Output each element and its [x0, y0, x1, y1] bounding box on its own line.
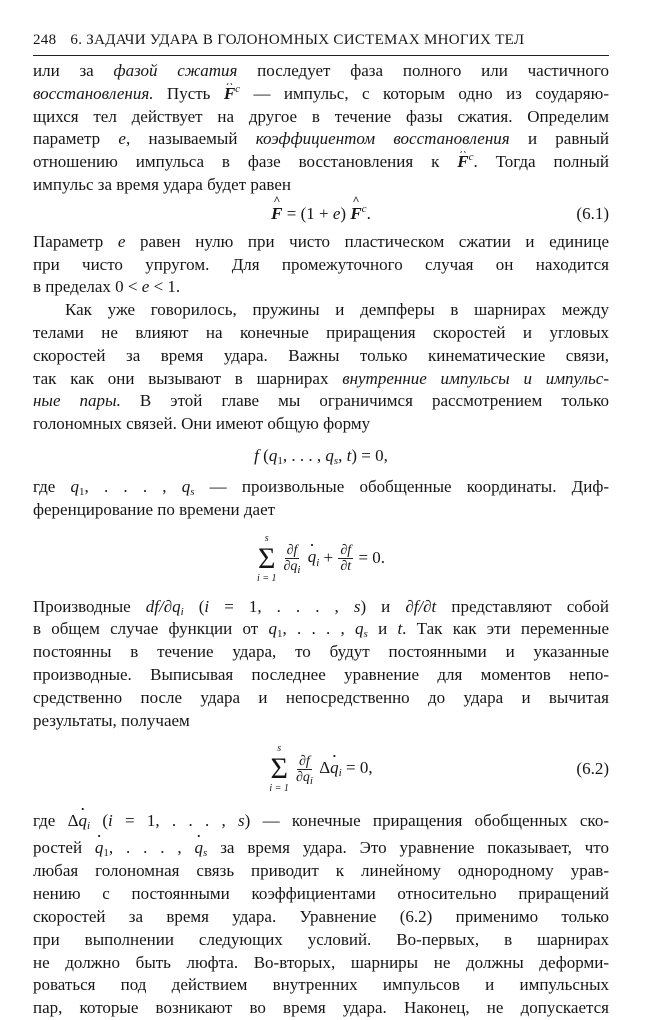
text-line: при выполнении следующих условий. Во-первых, в шарнирах [33, 929, 609, 949]
text-line: где $\Delta\cdot q_i$ (i = 1, . . . , s) — конечные приращения обобщенных ско- [33, 806, 609, 833]
text-line: ференцирование по времени дает [33, 499, 276, 519]
text-line: при чисто упругом. Для промежуточного случая он находится [33, 254, 609, 274]
equation-6-1: ^ F = (1 + e) ^ $F^c$. (6.1) [33, 197, 609, 231]
text-line: результаты, получаем [33, 710, 190, 730]
book-page [33, 32, 609, 1020]
text-line: телами не влияют на конечные приращения скоростей и угловых [33, 322, 609, 342]
text-line: нению с постоянными коэффициентами относительно приращений [33, 884, 609, 904]
text-line: Как уже говорилось, пружины и демпферы в шарнирах между [65, 300, 609, 320]
paragraph-2 [33, 231, 609, 299]
text-line: скоростей за время удара. Уравнение (6.2) применимо только [33, 906, 609, 926]
paragraph-6 [33, 806, 609, 1020]
sum-symbol: s Σ i = 1 [256, 532, 277, 584]
text-line: голономных связей. Они имеют общую форму [33, 414, 371, 434]
equation-6-2: s Σ i = 1 $\frac{\partial f}{\partial q_i}$ $\Delta\cdot q_i = 0$, (6.2) [33, 732, 609, 806]
text-line: отношению импульса в фазе восстановления к ^ $F^c$. Тогда полный [33, 151, 609, 174]
text-line: щихся тел действует на другое в течение фазы сжатия. Определим [33, 106, 609, 126]
paragraph-5 [33, 596, 609, 733]
equation-number: (6.2) [576, 759, 609, 779]
text-line: импульс за время удара будет равен [33, 174, 291, 194]
text-line: Производные $df/\partial q_i$ (i = 1, . . . , s) и ∂f/∂t представляют собой [33, 596, 609, 618]
text-line: пар, которые возникают во время удара. Наконец, не допускается [33, 998, 609, 1018]
paragraph-4 [33, 476, 609, 522]
running-header [33, 32, 609, 56]
text-line: Параметр e равен нулю при чисто пластическом сжатии и единице [33, 231, 609, 251]
equation-derivative: s Σ i = 1 $\frac{\partial f}{\partial q_i}$ · $q_i$ + $\frac{\partial f}{\partial t}$ = 0. [33, 522, 609, 596]
text-line: скоростей за время удара. Важны только кинематические связи, [33, 345, 609, 365]
text-line: где $q_1$, . . . , $q_s$ — произвольные обобщенные координаты. Диф- [33, 476, 609, 498]
text-line: так как они вызывают в шарнирах внутренние импульсы и импульс- [33, 368, 609, 388]
paragraph-1 [33, 60, 609, 197]
text-line: любая голономная связь приводит к линейному однородному урав- [33, 861, 609, 881]
running-title: 6. ЗАДАЧИ УДАРА В ГОЛОНОМНЫХ СИСТЕМАХ МНОГИХ ТЕЛ [70, 32, 525, 48]
text-line: производные. Выписывая последнее уравнение для моментов непо- [33, 664, 609, 684]
equation-number: (6.1) [576, 203, 609, 223]
paragraph-3 [33, 299, 609, 436]
text-line: ные пары. В этой главе мы ограничимся рассмотрением только [33, 391, 609, 411]
page-number: 248 [33, 32, 57, 48]
text-line: не должно быть люфта. Во-вторых, шарниры не должны деформи- [33, 952, 609, 972]
text-line: ростей · $q_1$, . . . , · $q_s$ за время удара. Это уравнение показывает, что [33, 833, 609, 860]
text-line: восстановления. Пусть ^ $F^c$ — импульс, с которым одно из соударяю- [33, 83, 609, 106]
text-line: роваться под действием внутренних импульсов и импульсных [33, 975, 609, 995]
text-line: или за фазой сжатия последует фаза полного или частичного [33, 61, 609, 80]
text-line: в пределах 0 < e < 1. [33, 277, 181, 297]
text-line: средственно после удара и непосредственно до удара и вычитая [33, 687, 609, 707]
text-line: постоянны в течение удара, то будут постоянными и указанные [33, 642, 609, 662]
text-line: параметр e, называемый коэффициентом восстановления и равный [33, 129, 609, 149]
impulse-symbol: ^ F [224, 83, 235, 106]
text-line: в общем случае функции от $q_1$, . . . , $q_s$ и t. Так как эти переменные [33, 619, 609, 641]
equation-constraint: f ($q_1$, . . . , $q_s$, t) = 0, [254, 445, 388, 467]
